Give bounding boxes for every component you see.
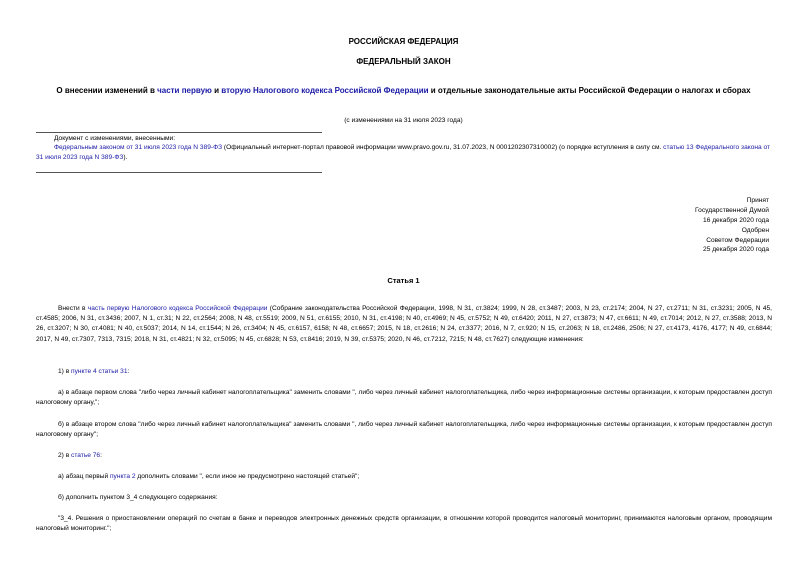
item1-pre: 1) в bbox=[58, 368, 72, 375]
adoption-council: Советом Федерации bbox=[706, 236, 769, 244]
adoption-approved: Одобрен bbox=[741, 226, 769, 234]
item-1 bbox=[36, 367, 772, 377]
law-title-post: и отдельные законодательные акты Российской Федерации о налогах и сборах bbox=[428, 86, 751, 95]
changes-text bbox=[36, 143, 772, 162]
link-part-two-tax-code[interactable]: вторую Налогового кодекса Российской Федерации bbox=[221, 86, 429, 95]
link-article-76[interactable]: статье 76 bbox=[71, 452, 101, 459]
adoption-accepted: Принят bbox=[746, 197, 769, 204]
item2-pre: 2) в bbox=[58, 452, 72, 459]
changes-bottom-rule bbox=[36, 172, 322, 173]
adoption-block bbox=[695, 196, 769, 255]
changes-mid: (Официальный интернет-портал правовой информации www.pravo.gov.ru, 31.07.2023, N 0001202307310002) (о порядке вступления в силу см. bbox=[222, 144, 664, 151]
law-title bbox=[48, 86, 759, 97]
changes-end: ). bbox=[123, 153, 128, 161]
law-title-pre: О внесении изменений в bbox=[56, 86, 158, 95]
item-1a: а) в абзаце первом слова "либо через личный кабинет налогоплательщика" заменить словами ", либо через личный кабинет налогоплательщика, либо через информационные системы организации, к которым предоставлен доступ налоговому органу,"; bbox=[36, 389, 772, 407]
edition-note: (с изменениями на 31 июля 2023 года) bbox=[344, 117, 463, 124]
law-title-mid: и bbox=[211, 86, 222, 95]
link-tax-code-part-one[interactable]: часть первую Налогового кодекса Российской Федерации bbox=[87, 305, 268, 312]
item-2b: б) дополнить пунктом 3_4 следующего содержания: bbox=[58, 494, 218, 501]
item2a-post: дополнить словами ", если иное не предусмотрено настоящей статьей"; bbox=[135, 473, 360, 480]
item1-post: : bbox=[127, 368, 130, 375]
p1-pre: Внести в bbox=[58, 305, 88, 312]
link-point-2[interactable]: пункта 2 bbox=[109, 473, 136, 480]
item-2a bbox=[36, 472, 772, 482]
item-2 bbox=[36, 451, 772, 461]
link-article-13[interactable]: статью 13 Федерального закона от 31 июля 2023 года N 389-ФЗ bbox=[36, 144, 771, 161]
item-2b-quote: "3_4. Решения о приостановлении операций по счетам в банке и переводов электронных денежных средств организации, в отношении которой проводится налоговый мониторинг, принимаются налоговым органом, проводящим налоговый мониторинг."; bbox=[36, 515, 772, 533]
law-type-heading: ФЕДЕРАЛЬНЫЙ ЗАКОН bbox=[356, 57, 451, 66]
item2-post: : bbox=[100, 452, 102, 459]
adoption-date-2: 25 декабря 2020 года bbox=[703, 246, 769, 254]
link-law-389[interactable]: Федеральным законом от 31 июля 2023 года N 389-ФЗ bbox=[54, 144, 223, 151]
link-article-31-p4[interactable]: пункте 4 статьи 31 bbox=[71, 368, 128, 375]
changes-top-rule bbox=[36, 132, 322, 133]
item2a-pre: а) абзац первый bbox=[58, 473, 110, 480]
adoption-duma: Государственной Думой bbox=[695, 206, 769, 214]
country-heading: РОССИЙСКАЯ ФЕДЕРАЦИЯ bbox=[348, 37, 459, 46]
link-part-one[interactable]: части первую bbox=[157, 86, 212, 95]
article-intro-paragraph bbox=[36, 304, 772, 345]
adoption-date-1: 16 декабря 2020 года bbox=[703, 216, 769, 224]
item-1b: б) в абзаце втором слова "либо через личный кабинет налогоплательщика" заменить словами ", либо через личный кабинет налогоплательщика, либо через информационные системы организации, к которым предоставлен доступ налоговому органу"; bbox=[36, 421, 772, 439]
changes-intro: Документ с изменениями, внесенными: bbox=[54, 135, 176, 142]
article-heading: Статья 1 bbox=[387, 276, 420, 285]
p1-text: (Собрание законодательства Российской Федерации, 1998, N 31, ст.3824; 1999, N 28, ст.3487; 2003, N 23, ст.2174; 2004, N 27, ст.2711; N 31, ст.3231; 2005, N 45, ст.4585; 2006, N 31, ст.3436; 2007, N 1, ст.31; N 22, ст.2564; 2008, N 48, ст.5519; 2009, N 51, ст.6155; 2010, N 31, ст.4198; N 40, ст.4969; N 45, ст.5752; N 49, ст.6420; 2011, N 27, ст.3873; N 47, ст.6611; N 49, ст.7014; 2012, N 27, ст.3588; 2013, N 26, ст.3207; N 30, ст.4081; N 40, ст.5037; 2014, N 14, ст.1544; N 26, ст.3404; N 45, ст.6157, 6158; N 48, ст.6657; 2015, N 18, ст.2616; N 24, ст.3377; 2016, N 7, ст.920; N 15, ст.2063; N 18, ст.2486, 2506; N 27, ст.4173, 4176, 4177; N 49, ст.6844; 2017, N 49, ст.7307, 7313, 7315; 2018, N 31, ст.4821; N 32, ст.5095; N 45, ст.6828; N 53, ст.8416; 2019, N 39, ст.5375; 2020, N 46, ст.7212, 7215; N 48, ст.7627) следующие изменения: bbox=[36, 305, 772, 343]
